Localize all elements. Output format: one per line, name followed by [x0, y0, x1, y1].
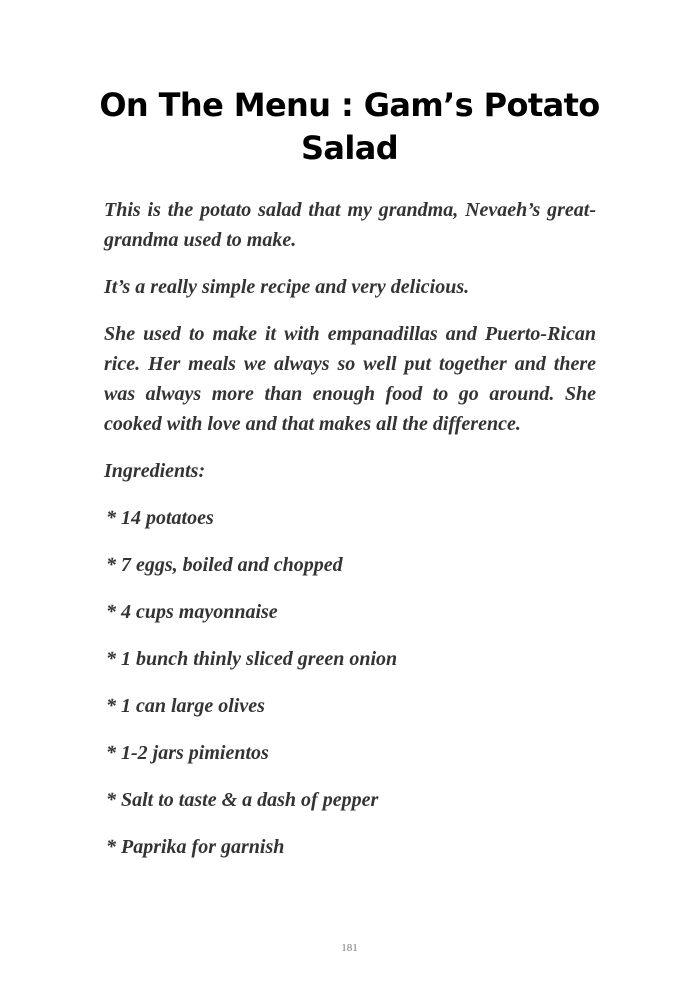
story-paragraph: She used to make it with empanadillas and Puerto-Rican rice. Her meals we always so well put together and there was always more than enough food to go around. She cooked with love and that makes all the difference. — [104, 323, 596, 435]
ingredient-item: * 7 eggs, boiled and chopped — [106, 554, 343, 576]
intro-paragraph: This is the potato salad that my grandma, Nevaeh’s great-grandma used to make. — [104, 199, 596, 251]
ingredient-item: * 14 potatoes — [106, 507, 214, 529]
ingredient-item: * 1 can large olives — [106, 695, 265, 717]
ingredient-item: * 1-2 jars pimientos — [106, 742, 269, 764]
ingredients-heading: Ingredients: — [104, 460, 206, 482]
ingredient-item: * Paprika for garnish — [106, 836, 285, 858]
ingredient-item: * 4 cups mayonnaise — [106, 601, 278, 623]
recipe-body — [104, 195, 596, 879]
description-paragraph: It’s a really simple recipe and very delicious. — [104, 276, 470, 298]
ingredient-item: * Salt to taste & a dash of pepper — [106, 789, 379, 811]
page-number: 181 — [341, 942, 358, 954]
ingredient-item: * 1 bunch thinly sliced green onion — [106, 648, 398, 670]
ingredients-list — [104, 503, 596, 862]
page-title: On The Menu : Gam’s Potato Salad — [99, 86, 600, 167]
